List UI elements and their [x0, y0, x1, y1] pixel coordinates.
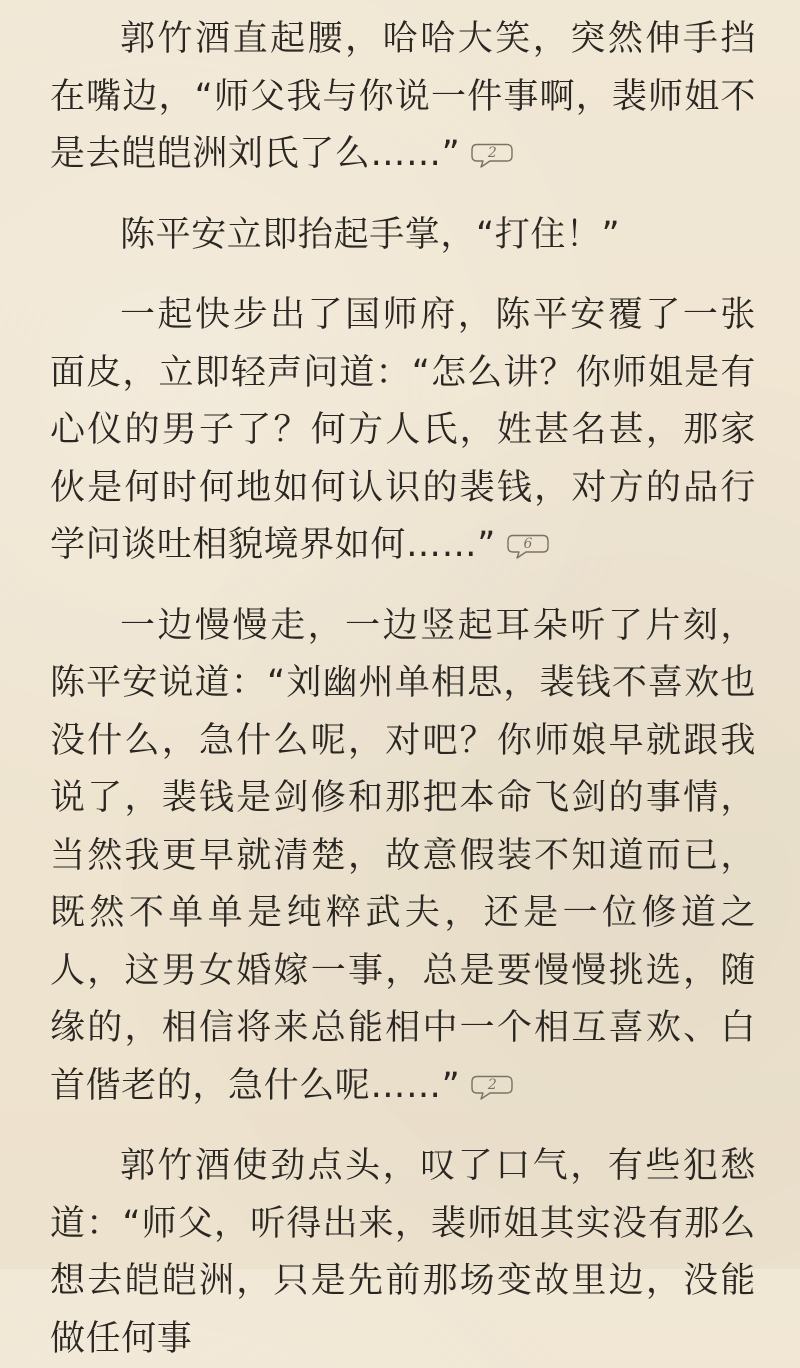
paragraph-text: 郭竹酒直起腰，哈哈大笑，突然伸手挡在嘴边，“师父我与你说一件事啊，裴师姐不是去皑皑洲刘氏了么……”: [50, 19, 756, 174]
comment-count: 2: [487, 145, 497, 161]
paragraph-text: 一起快步出了国师府，陈平安覆了一张面皮，立即轻声问道：“怎么讲？你师姐是有心仪的男子了？何方人氏，姓甚名甚，那家伙是何时何地如何认识的裴钱，对方的品行学问谈吐相貌境界如何……”: [50, 295, 756, 565]
paragraph-comment-button[interactable]: [506, 533, 550, 560]
comment-count: 2: [487, 1076, 497, 1093]
paragraph-text: 一边慢慢走，一边竖起耳朵听了片刻，陈平安说道：“刘幽州单相思，裴钱不喜欢也没什么，急什么呢，对吧？你师娘早就跟我说了，裴钱是剑修和那把本命飞剑的事情，当然我更早就清楚，故意假装不知道而已，既然不单单是纯粹武夫，还是一位修道之人，这男女婚嫁一事，总是要慢慢挑选，随缘的，相信将来总能相中一个相互喜欢、白首偕老的，急什么呢……”: [50, 605, 756, 1106]
paragraph-text: 郭竹酒使劲点头，叹了口气，有些犯愁道：“师父，听得出来，裴师姐其实没有那么想去皑皑洲，只是先前那场变故里边，没能做任何事: [50, 1146, 756, 1359]
story-paragraph-3: [50, 287, 756, 575]
paragraph-comment-button[interactable]: [470, 1074, 514, 1101]
story-paragraph-4: [50, 598, 756, 1116]
story-paragraph-5: [50, 1138, 756, 1368]
story-paragraph-2: [50, 207, 756, 265]
paragraph-comment-button[interactable]: [470, 142, 514, 169]
story-paragraph-1: [50, 0, 756, 184]
paragraph-text: 陈平安立即抬起手掌，“打住！”: [120, 214, 621, 255]
comment-count: 6: [523, 536, 533, 552]
